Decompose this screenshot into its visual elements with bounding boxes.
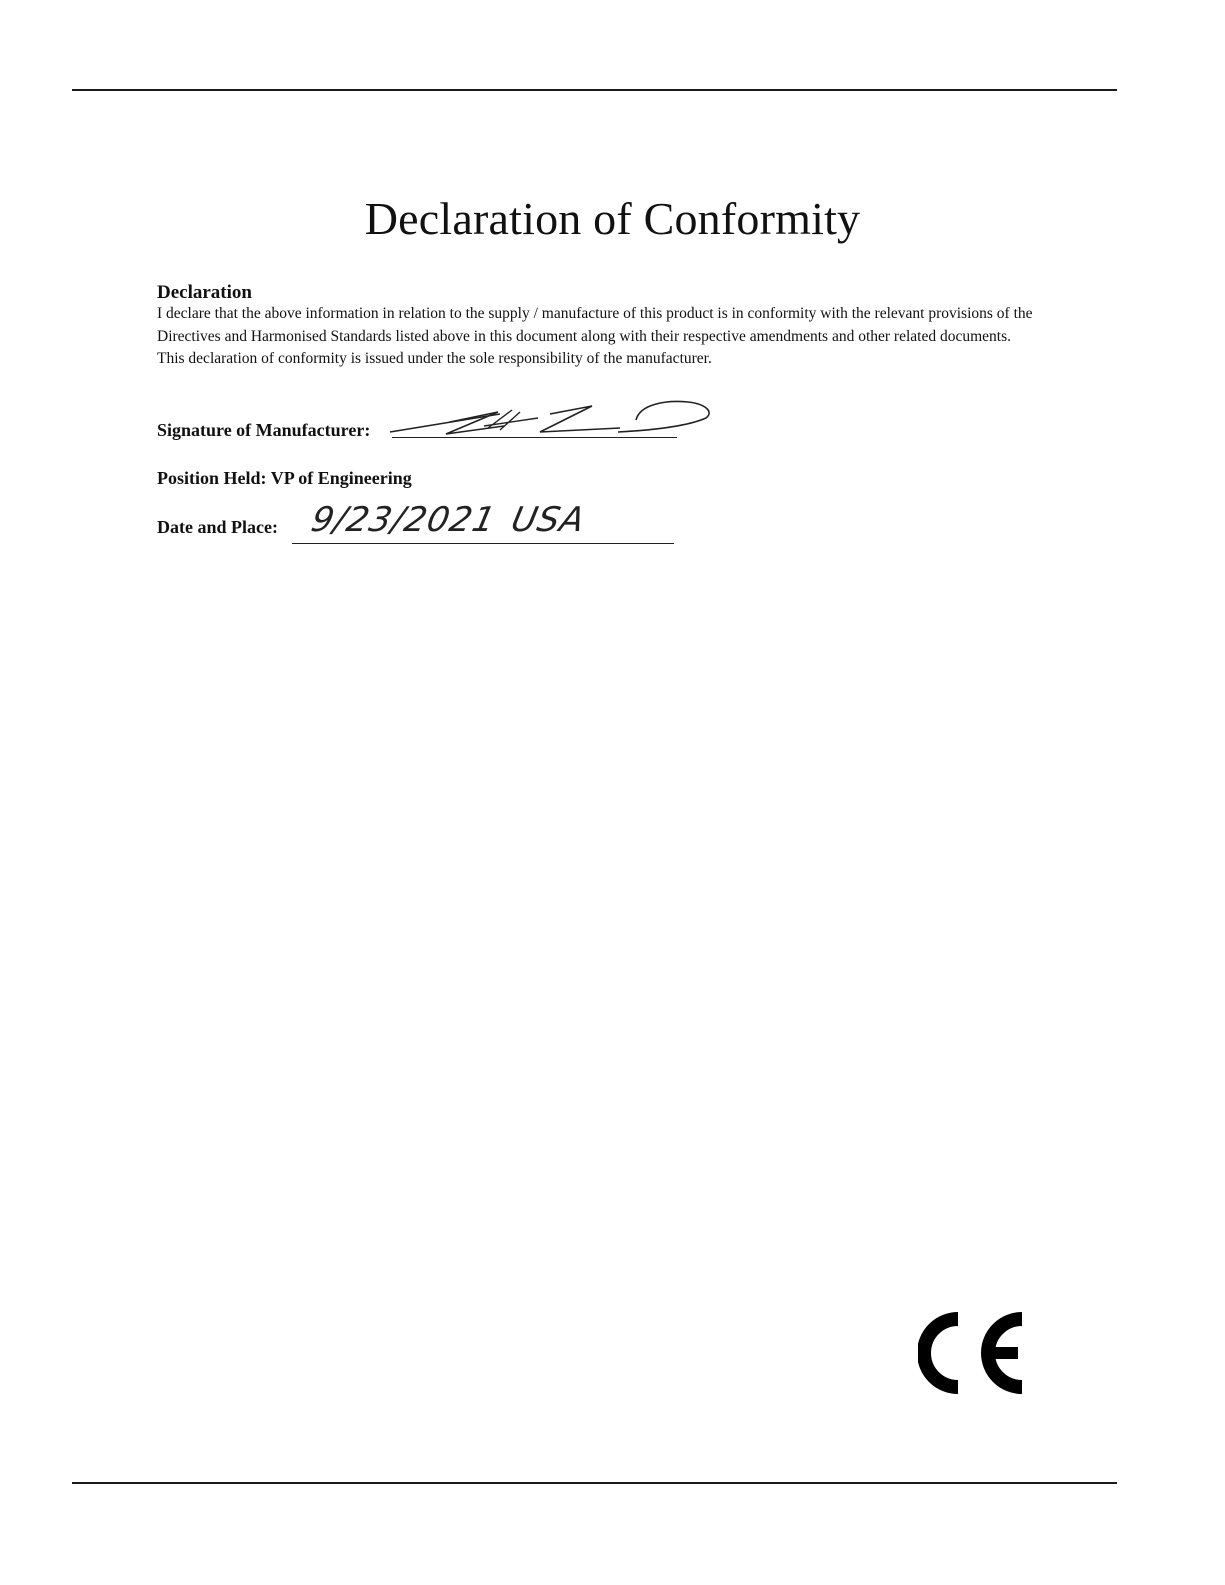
section-heading: Declaration [157,282,252,303]
position-label: Position Held: [157,468,267,488]
position-value: VP of Engineering [270,468,412,488]
signature-label: Signature of Manufacturer: [157,420,371,440]
ce-mark-icon [918,1312,1028,1394]
page-title: Declaration of Conformity [364,193,861,244]
declaration-text: I declare that the above information in relation to the supply / manufacture of this product is in conformity with the relevant provisions of the Directives and Harmonised Standards listed above in this document along with their respective amendments and other related documents. This declaration of conformity is issued under the sole responsibility of the manufacturer. [157,305,1033,367]
signature-scribble [388,398,718,440]
top-rule [72,89,1117,91]
bottom-rule [72,1482,1117,1484]
handwritten-date: 9/23/2021 [307,500,500,540]
position-row [157,468,412,489]
handwritten-place: USA [507,500,589,540]
date-place-line [292,543,674,544]
date-place-label: Date and Place: [157,517,278,537]
